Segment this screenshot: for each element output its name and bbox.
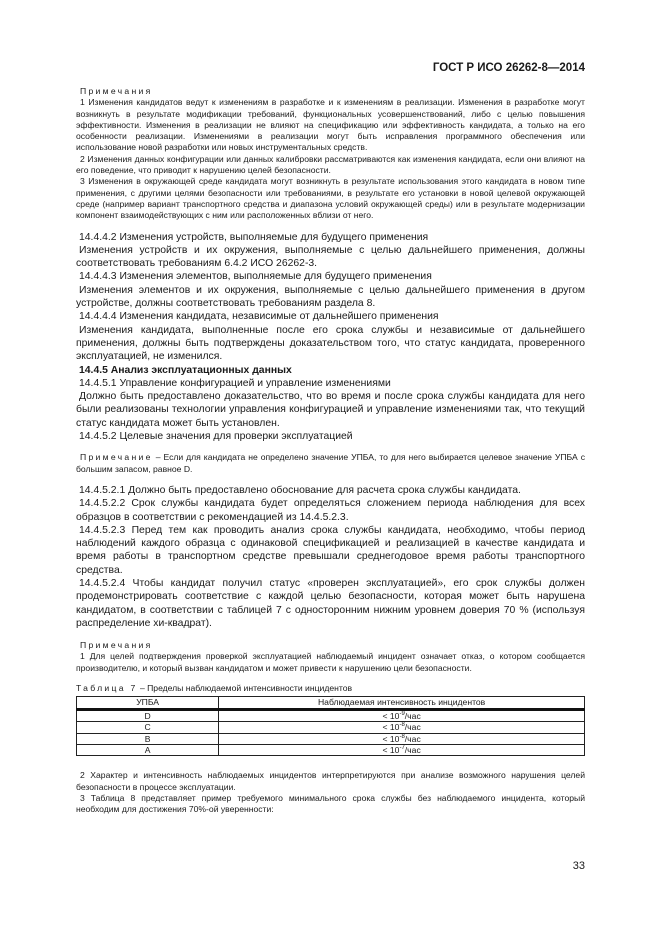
note-item: 1 Изменения кандидатов ведут к изменениям в разработке и к изменениям в реализации. Изменения в разработке могут возникнуть в результате модификации требований, функциональных усовершенствований, либо с целью повышения эффективности. Изменения в реализации не влияют на спецификацию или эффективность кандидата, а только на его особенности реализации. Изменениями в реализации могут быть исправления программного обеспечения или использование новой разработки или новых инструментальных средств. (76, 97, 585, 153)
paragraph: 14.4.5.2.4 Чтобы кандидат получил статус «проверен эксплуатацией», его срок службы должен продемонстрировать соответствие с каждой целью безопасности, которая может быть нарушена кандидатом, в соответствии с таблицей 7 с односторонним нижним уровнем доверия 70 % (используя распределение хи-квадрат). (76, 577, 585, 629)
clause-heading: 14.4.5.1 Управление конфигурацией и управление изменениями (79, 377, 391, 389)
rate-base: < 10 (382, 733, 400, 744)
note-single (76, 452, 585, 475)
incident-rate (219, 744, 585, 755)
paragraph: 14.4.5.2.3 Перед тем как проводить анализ срока службы кандидата, необходимо, чтобы период наблюдений каждого образца с одинаковой спецификацией и реализацией в качестве кандидата и время работы в транспортном средстве превышали среднегодовое время работы транспортного средства. (76, 524, 585, 576)
clause-heading: 14.4.4.2 Изменения устройств, выполняемые для будущего применения (79, 231, 429, 243)
table-row (77, 733, 585, 744)
paragraph: Изменения устройств и их окружения, выполняемые с целью дальнейшего применения, должны соответствовать требованиям 6.4.2 ИСО 26262-3. (76, 244, 585, 270)
rate-unit: /час (404, 722, 421, 733)
paragraph: 14.4.5.2.2 Срок службы кандидата будет определяться сложением периода наблюдения для всех образцов в соответствии с рекомендацией из 14.4.5.2.3. (76, 498, 585, 523)
incident-rate (219, 722, 585, 733)
rate-base: < 10 (382, 710, 400, 721)
asil-level: C (77, 722, 219, 733)
notes-title: Примечания (80, 86, 153, 96)
table-caption-text: – Пределы наблюдаемой интенсивности инцидентов (137, 683, 353, 694)
note-item: 2 Характер и интенсивность наблюдаемых инцидентов интерпретируются при анализе возможного нарушения целей безопасности в процессе эксплуатации. (76, 770, 585, 792)
note-item: 2 Изменения данных конфигурации или данных калибровки рассматриваются как изменения кандидата, если они влияют на его поведение, что приводит к нарушению целей безопасности. (76, 153, 585, 176)
rate-base: < 10 (382, 744, 400, 755)
paragraph: 14.4.5.2.1 Должно быть предоставлено обоснование для расчета срока службы кандидата. (79, 484, 521, 496)
note-item: 3 Таблица 8 представляет пример требуемого минимального срока службы без наблюдаемого инцидента, который необходим для достижения 70%-ой уверенности: (76, 792, 585, 815)
column-header: Наблюдаемая интенсивность инцидентов (219, 697, 585, 709)
paragraph: Изменения элементов и их окружения, выполняемые с целью дальнейшего применения в другом устройстве, должны соответствовать требованиям раздела 8. (76, 284, 585, 310)
column-header: УПБА (77, 697, 219, 709)
rate-unit: /час (404, 744, 421, 755)
rate-exponent: -8 (399, 722, 405, 729)
incident-rate (219, 709, 585, 721)
note-item: 3 Изменения в окружающей среде кандидата могут возникнуть в результате использования этого кандидата в новом типе применения, с другими целями безопасности или требованиями, в результате его установки в новой целевой окружающей среде (например вариант транспортного средства и диапазона условий окружающей среды) или в результате модернизации компонент взаимодействующих с ним или расположенных вблизи от него. (76, 176, 585, 221)
table-row (77, 709, 585, 721)
page-content (76, 86, 585, 816)
rate-base: < 10 (382, 722, 400, 733)
table-caption (76, 683, 585, 694)
notes-title: Примечания (80, 640, 153, 651)
note-label: Примечание (80, 452, 153, 463)
document-header: ГОСТ Р ИСО 26262-8—2014 (432, 62, 585, 74)
clause-heading: 14.4.4.4 Изменения кандидата, независимые от дальнейшего применения (79, 311, 439, 323)
asil-level: A (77, 744, 219, 755)
note-item: 1 Для целей подтверждения проверкой эксплуатацией наблюдаемый инцидент означает отказ, о котором сообщается производителю, и который вызван кандидатом и может привести к нарушению цели безопасности. (76, 651, 585, 673)
asil-level: B (77, 733, 219, 744)
incident-rate (219, 733, 585, 744)
table-row (77, 722, 585, 733)
section-heading: 14.4.5 Анализ эксплуатационных данных (79, 364, 292, 376)
rate-exponent: -7 (399, 745, 405, 752)
rate-exponent: -9 (399, 710, 405, 717)
incident-rate-table (76, 696, 585, 756)
asil-level: D (77, 709, 219, 721)
clause-heading: 14.4.4.3 Изменения элементов, выполняемые для будущего применения (79, 271, 432, 283)
clause-heading: 14.4.5.2 Целевые значения для проверки эксплуатацией (79, 431, 353, 443)
paragraph: Изменения кандидата, выполненные после его срока службы и независимые от дальнейшего применения, должны быть подтверждены доказательством того, что статус кандидата, проверенного эксплуатацией, не изменился. (76, 324, 585, 363)
rate-exponent: -8 (399, 733, 405, 740)
table-row (77, 744, 585, 755)
page-number: 33 (572, 860, 585, 872)
note-text: – Если для кандидата не определено значение УПБА, то для него выбирается целевое значение УПБА с большим запасом, равное D. (76, 452, 585, 474)
table-caption-label: Таблица 7 (76, 683, 138, 694)
rate-unit: /час (404, 710, 421, 721)
paragraph: Должно быть предоставлено доказательство, что во время и после срока службы кандидата для него были реализованы технологии управления конфигурацией и управление изменениями так, что текущий статус кандидата может быть установлен. (76, 391, 585, 429)
rate-unit: /час (404, 733, 421, 744)
